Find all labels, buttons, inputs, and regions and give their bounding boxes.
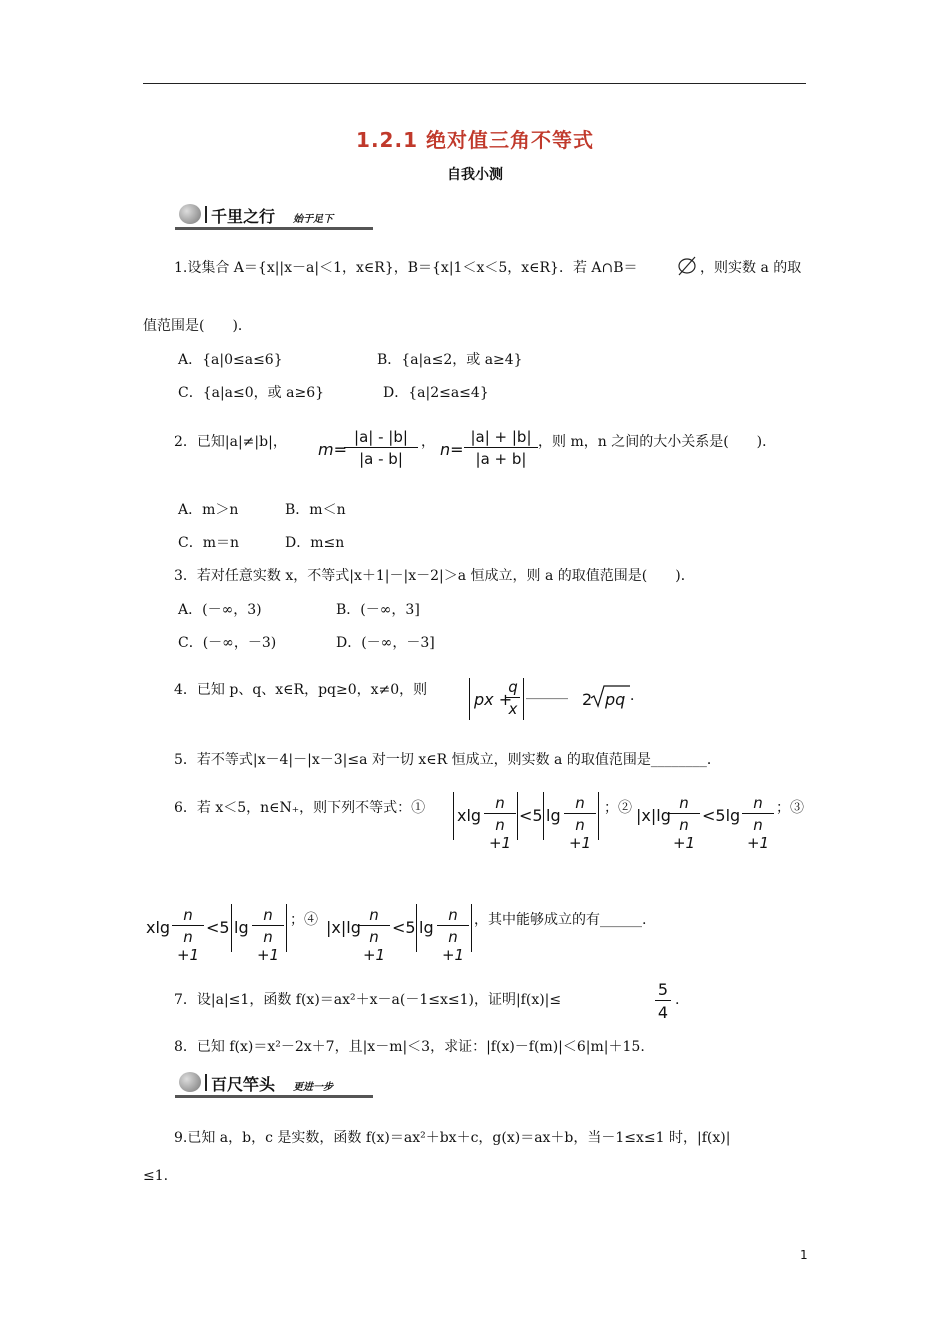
less-than-five: <5 <box>392 918 416 937</box>
separator-2: ；② <box>604 800 632 816</box>
question-3-option-b: B．(－∞，3] <box>336 602 420 618</box>
answer-blank: ______ <box>526 684 568 700</box>
fraction-denominator: n +1 <box>672 816 696 852</box>
abs-bar <box>598 792 599 840</box>
question-3-option-c: C．(－∞，－3) <box>178 635 277 651</box>
absxlg-term: |x|lg <box>636 806 671 825</box>
n-over-n1-fraction <box>564 794 596 852</box>
question-1-line-1: 1.设集合 A＝{x||x－a|＜1，x∈R}，B＝{x|1＜x＜5，x∈R}．若 A∩B＝ <box>174 260 638 276</box>
lg-term: lg <box>546 806 561 825</box>
ball-icon <box>179 204 201 224</box>
fraction-numerator: n <box>668 794 700 814</box>
fraction-numerator: n <box>358 906 390 926</box>
abs-bar <box>416 904 417 952</box>
n-over-n1-fraction <box>484 794 516 852</box>
question-1-option-a: A．{a|0≤a≤6} <box>178 352 283 368</box>
xlg-term: xlg <box>457 806 482 825</box>
n-over-n1-fraction <box>742 794 774 852</box>
abs-bar <box>543 792 544 840</box>
banner-title: 百尺竿头 <box>211 1075 276 1094</box>
question-1-option-b: B．{a|a≤2，或 a≥4} <box>377 352 523 368</box>
lt5lg-term: <5lg <box>702 806 741 825</box>
two-coefficient: 2 <box>582 690 593 709</box>
question-3-option-d: D．(－∞，－3] <box>336 635 435 651</box>
question-9-line-2: ≤1. <box>143 1168 169 1184</box>
separator-4: ；④ <box>290 912 318 928</box>
n-over-n1-fraction <box>358 906 390 964</box>
question-2-option-c: C．m＝n <box>178 535 240 551</box>
banner-title: 千里之行 <box>211 207 276 226</box>
abs-bar <box>286 904 287 952</box>
banner-divider <box>205 206 207 223</box>
q-numerator: q <box>506 678 520 698</box>
px-term: px + <box>474 690 513 709</box>
n-numerator: |a| + |b| <box>464 428 538 448</box>
fraction-denominator: n +1 <box>746 816 770 852</box>
banner-divider <box>205 1074 207 1091</box>
fraction-denominator: 4 <box>657 1003 669 1022</box>
fraction-denominator: n +1 <box>176 928 200 964</box>
fraction-numerator: 5 <box>655 980 671 1001</box>
fraction-numerator: n <box>437 906 469 926</box>
section-banner-basic <box>175 200 373 230</box>
abs-bar <box>517 792 518 840</box>
comma: ， <box>421 434 435 450</box>
header-rule <box>143 83 806 84</box>
question-3-option-a: A．(－∞，3) <box>178 602 262 618</box>
separator-3: ；③ <box>776 800 804 816</box>
less-than-five: <5 <box>206 918 230 937</box>
fraction-denominator: n +1 <box>568 816 592 852</box>
lg-term: lg <box>234 918 249 937</box>
n-over-n1-fraction <box>252 906 284 964</box>
xlg-term: xlg <box>146 918 171 937</box>
section-banner-advanced <box>175 1068 373 1098</box>
abs-bar-left <box>469 678 470 720</box>
question-6-tail: ，其中能够成立的有______. <box>474 912 647 928</box>
question-2-option-a: A．m＞n <box>178 502 239 518</box>
banner-motto: 始于足下 <box>293 214 333 225</box>
absxlg-term: |x|lg <box>326 918 361 937</box>
question-2-suffix: ，则 m，n 之间的大小关系是( )． <box>538 434 777 450</box>
fraction-denominator: n +1 <box>488 816 512 852</box>
question-2-option-b: B．m＜n <box>285 502 346 518</box>
fraction-numerator: n <box>742 794 774 814</box>
n-fraction <box>464 428 538 468</box>
x-denominator: x <box>508 700 518 718</box>
question-7-end: . <box>675 992 680 1008</box>
question-1-option-c: C．{a|a≤0，或 a≥6} <box>178 385 325 401</box>
question-2-option-d: D．m≤n <box>285 535 345 551</box>
n-over-n1-fraction <box>437 906 469 964</box>
question-1-line-1-end: ，则实数 a 的取 <box>700 260 802 276</box>
q-over-x-fraction <box>506 678 520 718</box>
fraction-numerator: n <box>252 906 284 926</box>
fraction-numerator: n <box>564 794 596 814</box>
question-3: 3．若对任意实数 x，不等式|x＋1|－|x－2|＞a 恒成立，则 a 的取值范围是( )． <box>174 568 695 584</box>
ball-icon <box>179 1072 201 1092</box>
radicand: pq <box>605 690 626 709</box>
m-numerator: |a| - |b| <box>344 428 418 448</box>
question-1-line-2: 值范围是( )． <box>143 318 252 334</box>
page-number: 1 <box>800 1248 808 1262</box>
n-over-n1-fraction <box>172 906 204 964</box>
fraction-denominator: n +1 <box>256 928 280 964</box>
banner-underline <box>175 227 373 230</box>
page-title: 1.2.1 绝对值三角不等式 <box>356 128 594 152</box>
m-fraction <box>344 428 418 468</box>
fraction-denominator: n +1 <box>441 928 465 964</box>
question-5: 5．若不等式|x－4|－|x－3|≤a 对一切 x∈R 恒成立，则实数 a 的取值范围是________． <box>174 752 721 768</box>
section-subtitle: 自我小测 <box>447 167 503 183</box>
question-4-prefix: 4．已知 p、q、x∈R，pq≥0，x≠0，则 <box>174 682 428 698</box>
five-quarters-fraction <box>655 980 671 1022</box>
question-8: 8．已知 f(x)＝x²－2x＋7，且|x－m|＜3，求证：|f(x)－f(m)|＜6|m|＋15. <box>174 1039 645 1055</box>
question-4-end: ． <box>630 688 644 704</box>
fraction-denominator: n +1 <box>362 928 386 964</box>
n-over-n1-fraction <box>668 794 700 852</box>
fraction-numerator: n <box>484 794 516 814</box>
fraction-numerator: n <box>172 906 204 926</box>
question-9-line-1: 9.已知 a，b，c 是实数，函数 f(x)＝ax²＋bx＋c，g(x)＝ax＋b，当－1≤x≤1 时，|f(x)| <box>174 1130 731 1146</box>
question-7: 7．设|a|≤1，函数 f(x)＝ax²＋x－a(－1≤x≤1)，证明|f(x)|≤ <box>174 992 562 1008</box>
lg-term: lg <box>419 918 434 937</box>
banner-underline <box>175 1095 373 1098</box>
question-2-prefix: 2．已知|a|≠|b|， <box>174 434 287 450</box>
n-denominator: |a + b| <box>475 450 527 468</box>
abs-bar <box>471 904 472 952</box>
abs-bar <box>231 904 232 952</box>
n-label: n= <box>440 440 464 459</box>
less-than-five: <5 <box>519 806 543 825</box>
question-6-prefix: 6．若 x＜5，n∈N₊，则下列不等式：① <box>174 800 426 816</box>
banner-motto: 更进一步 <box>293 1082 333 1093</box>
abs-bar-right <box>523 678 524 720</box>
m-label: m= <box>318 440 347 459</box>
m-denominator: |a - b| <box>359 450 403 468</box>
empty-set-icon <box>676 255 698 277</box>
abs-bar <box>453 792 454 840</box>
question-1-option-d: D．{a|2≤a≤4} <box>383 385 489 401</box>
